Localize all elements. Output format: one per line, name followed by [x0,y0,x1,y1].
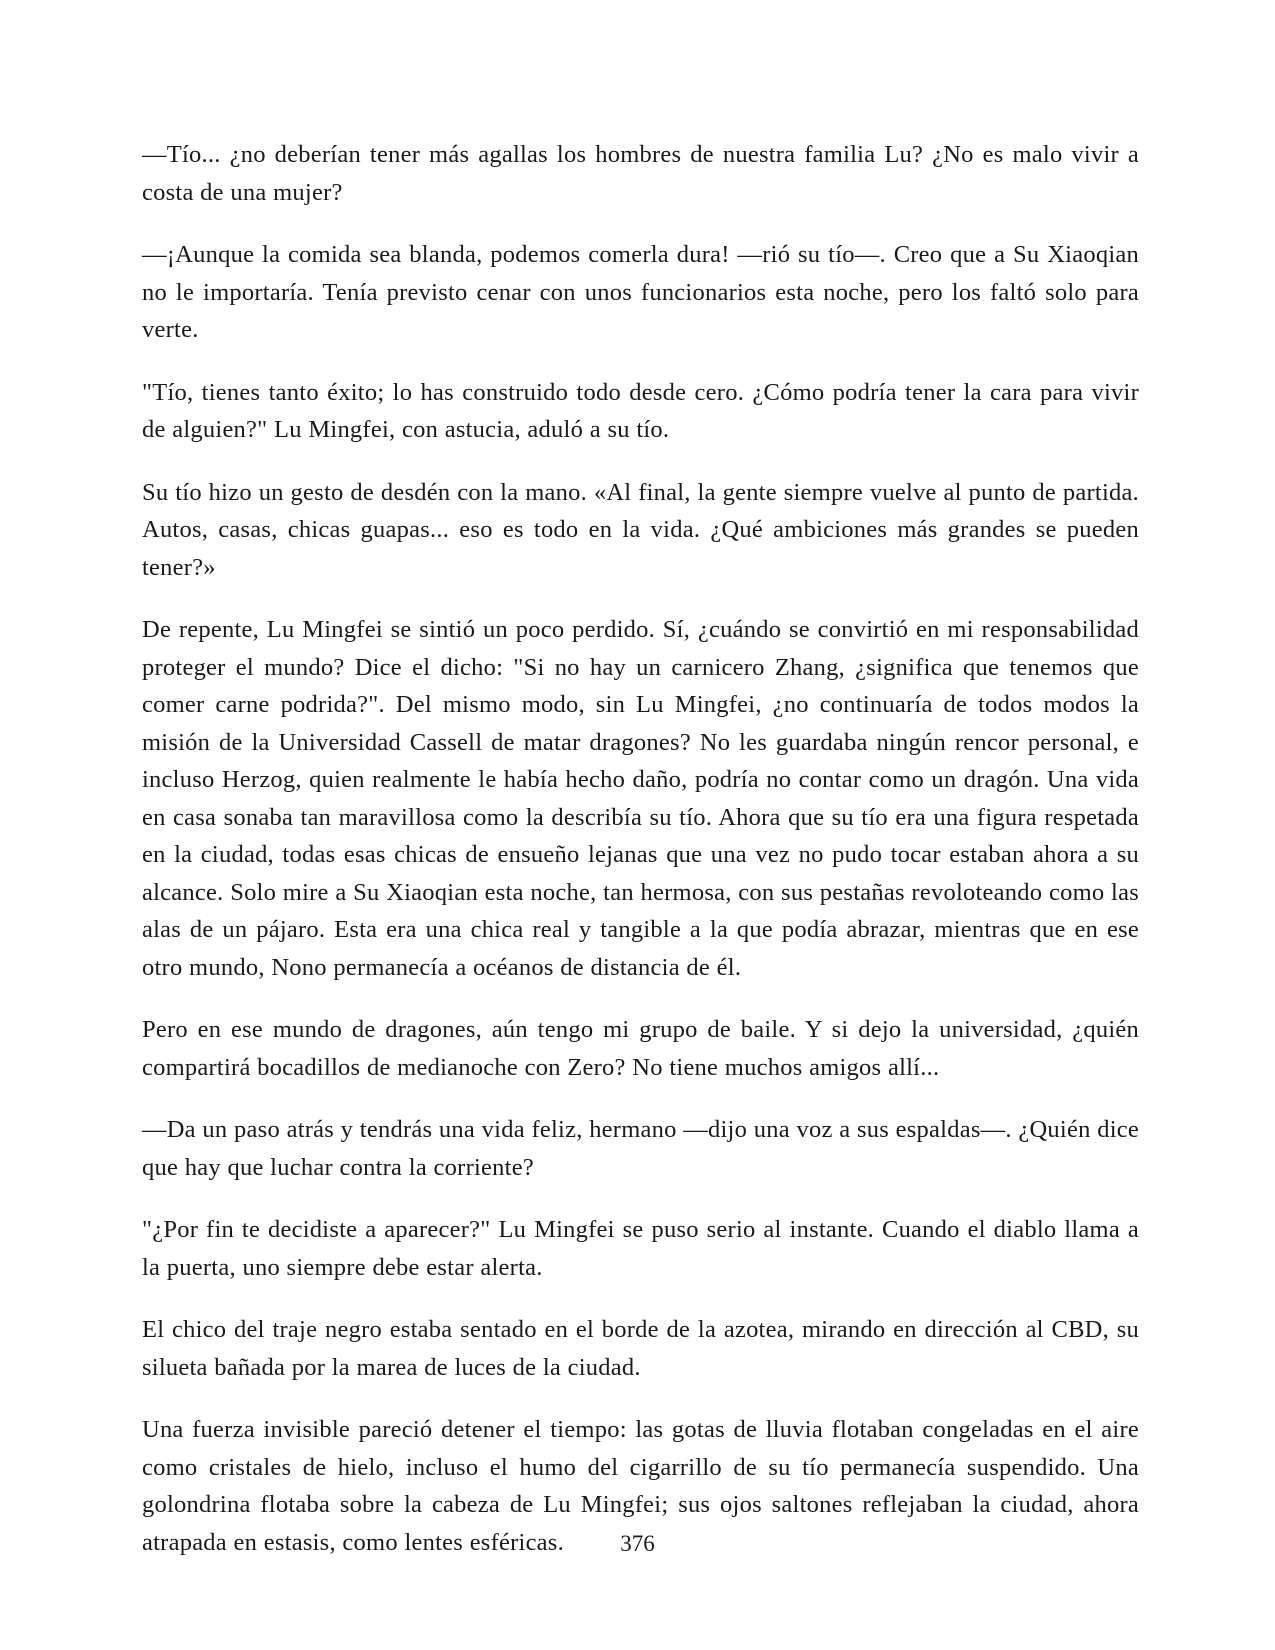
paragraph: —¡Aunque la comida sea blanda, podemos comerla dura! —rió su tío—. Creo que a Su Xiaoqian no le importaría. Tenía previsto cenar con unos funcionarios esta noche, pero los faltó solo para verte. [142,241,1139,343]
paragraph: Una fuerza invisible pareció detener el tiempo: las gotas de lluvia flotaban congeladas en el aire como cristales de hielo, incluso el humo del cigarrillo de su tío permanecía suspendido. Una golondrina flotaba sobre la cabeza de Lu Mingfei; sus ojos saltones reflejaban la ciudad, ahora atrapada en estasis, como lentes esféricas. [142,1416,1139,1556]
paragraph: El chico del traje negro estaba sentado en el borde de la azotea, mirando en dirección al CBD, su silueta bañada por la marea de luces de la ciudad. [142,1316,1139,1381]
paragraph: Su tío hizo un gesto de desdén con la mano. «Al final, la gente siempre vuelve al punto de partida. Autos, casas, chicas guapas... eso es todo en la vida. ¿Qué ambiciones más grandes se pueden tener?» [142,478,1139,581]
paragraph: "¿Por fin te decidiste a aparecer?" Lu Mingfei se puso serio al instante. Cuando el diablo llama a la puerta, uno siempre debe estar alerta. [142,1216,1139,1281]
page-number: 376 [620,1531,655,1556]
paragraph: —Tío... ¿no deberían tener más agallas los hombres de nuestra familia Lu? ¿No es malo vivir a costa de una mujer? [142,141,1139,206]
paragraph: De repente, Lu Mingfei se sintió un poco perdido. Sí, ¿cuándo se convirtió en mi responsabilidad proteger el mundo? Dice el dicho: "Si no hay un carnicero Zhang, ¿significa que tenemos que comer carne podrida?". Del mismo modo, sin Lu Mingfei, ¿no continuaría de todos modos la misión de la Universidad Cassell de matar dragones? No les guardaba ningún rencor personal, e incluso Herzog, quien realmente le había hecho daño, podría no contar como un dragón. Una vida en casa sonaba tan maravillosa como la describía su tío. Ahora que su tío era una figura respetada en la ciudad, todas esas chicas de ensueño lejanas que una vez no pudo tocar estaban ahora a su alcance. Solo mire a Su Xiaoqian esta noche, tan hermosa, con sus pestañas revoloteando como las alas de un pájaro. Esta era una chica real y tangible a la que podía abrazar, mientras que en ese otro mundo, Nono permanecía a océanos de distancia de él. [142,616,1139,981]
paragraph: Pero en ese mundo de dragones, aún tengo mi grupo de baile. Y si dejo la universidad, ¿quién compartirá bocadillos de medianoche con Zero? No tiene muchos amigos allí... [142,1016,1139,1081]
body-text [142,136,1139,1561]
paragraph: —Da un paso atrás y tendrás una vida feliz, hermano —dijo una voz a sus espaldas—. ¿Quién dice que hay que luchar contra la corriente? [142,1116,1139,1181]
paragraph: "Tío, tienes tanto éxito; lo has construido todo desde cero. ¿Cómo podría tener la cara para vivir de alguien?" Lu Mingfei, con astucia, aduló a su tío. [142,378,1139,443]
